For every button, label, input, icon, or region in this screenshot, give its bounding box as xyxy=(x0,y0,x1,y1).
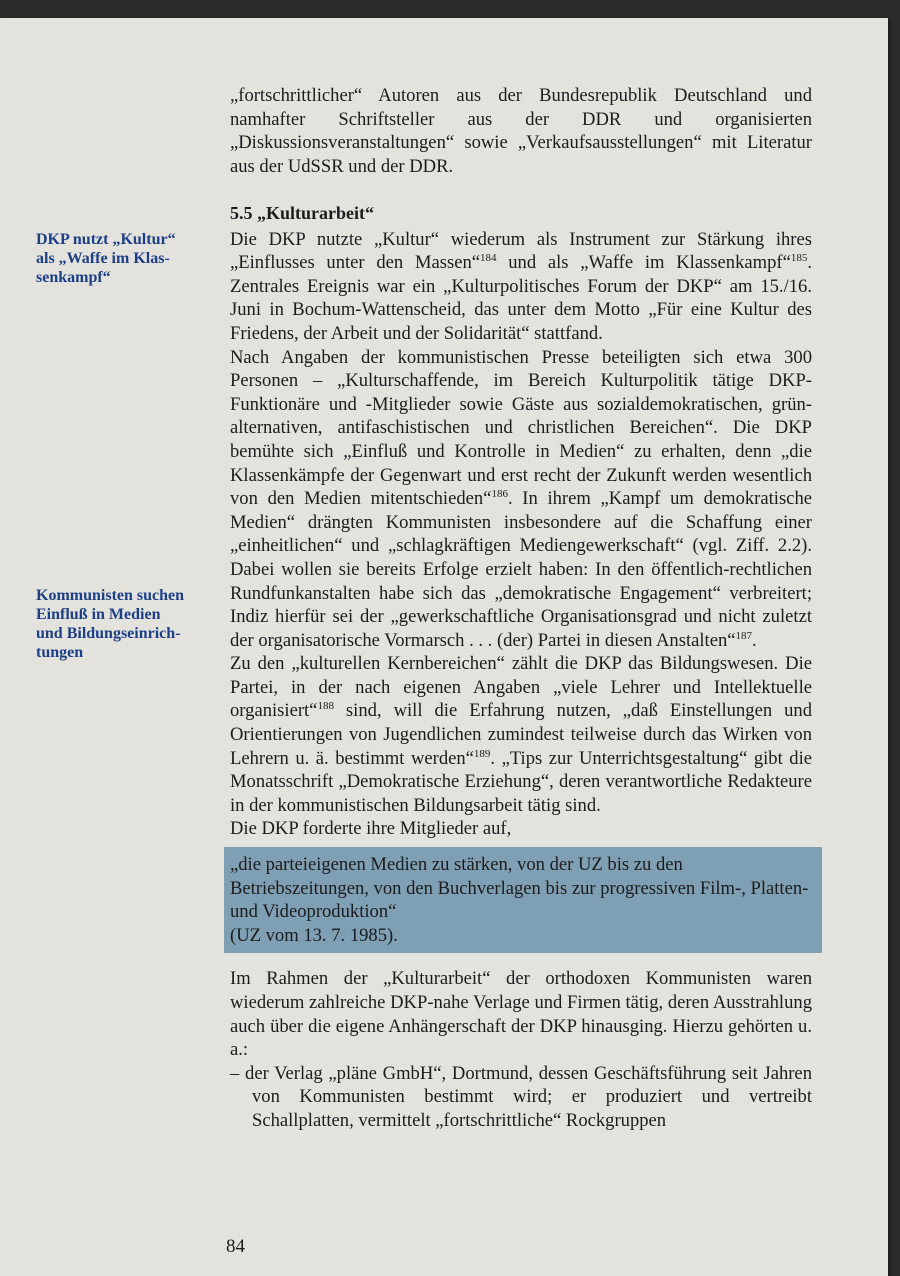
intro-paragraph: „fortschrittlicher“ Autoren aus der Bundesrepublik Deutschland und namhafter Schriftsteller aus der DDR und organisierten „Diskussionsveranstaltungen“ sowie „Verkaufsausstellungen“ mit Literatur aus der UdSSR und der DDR. xyxy=(230,85,812,177)
paragraph-1-text-c: . Zentrales Ereignis war ein „Kulturpolitisches Forum der DKP“ am 15./16. Juni in Bochum-Wattenscheid, das unter dem Motto „Für eine Kultur des Friedens, der Arbeit und der Solidarität“ stattfand. xyxy=(230,252,813,344)
paragraph-3-text-c: . „Tips zur Unterrichtsgestaltung“ gibt die Monatsschrift „Demokratische Erziehung“, deren verantwortliche Redakteure in der kommunistischen Bildungsarbeit tätig sind. xyxy=(230,747,812,816)
footnote-ref: 186 xyxy=(491,488,508,501)
paragraph-2-text-b: . In ihrem „Kampf um demokratische Medien“ drängten Kommunisten insbesondere auf die Schaffung einer „einheitlichen“ und „schlagkräftigen Mediengewerkschaft“ (vgl. Ziff. 2.2). Dabei wollen sie bereits Erfolge erzielt haben: In den öffentlich-rechtlichen Rundfunkanstalten habe sich das „demokratische Engagement“ verbreitert; Indiz hierfür sei der „gewerkschaftliche Organisationsgrad und nicht zuletzt der organisatorische Vormarsch . . . (der) Partei in diesen Anstalten“ xyxy=(230,488,812,651)
highlighted-quote xyxy=(224,847,822,953)
section-kulturarbeit xyxy=(230,202,812,1133)
paragraph-2 xyxy=(230,346,812,653)
paragraph-1 xyxy=(230,228,812,346)
quote-source: (UZ vom 13. 7. 1985). xyxy=(230,924,398,946)
list-item: – der Verlag „pläne GmbH“, Dortmund, dessen Geschäftsführung seit Jahren von Kommunisten bestimmt wird; er produziert und vertreibt Schallplatten, vermittelt „fortschrittliche“ Rockgruppen xyxy=(230,1062,812,1131)
paragraph-4: Die DKP forderte ihre Mitglieder auf, xyxy=(230,818,512,840)
publisher-list xyxy=(230,1062,812,1133)
quote-text: „die parteieigenen Medien zu stärken, von der UZ bis zu den Betriebszeitungen, von den Buchverlagen bis zur progressiven Film-, Platten- und Videoproduktion“ xyxy=(230,854,809,923)
paragraph-1-text-b: und als „Waffe im Klassenkampf“ xyxy=(496,252,791,274)
paragraph-3-text-a: Zu den „kulturellen Kernbereichen“ zählt die DKP das Bildungswesen. Die Partei, in der nach eigenen Angaben „viele Lehrer und Intellektuelle organisiert“ xyxy=(230,653,812,722)
footnote-ref: 189 xyxy=(473,747,491,760)
margin-note-medien: Kommunisten suchen Einfluß in Medien und Bildungseinrich- tungen xyxy=(36,587,185,661)
page-number: 84 xyxy=(226,1236,245,1257)
paragraph-3-text-b: sind, will die Erfahrung nutzen, „daß Einstellungen und Orientierungen von Jugendlichen zumindest teilweise durch das Wirken von Lehrern u. ä. bestimmt werden“ xyxy=(230,700,812,769)
document-page xyxy=(0,18,888,1276)
paragraph-2-text-c: . xyxy=(752,629,757,651)
footnote-ref: 187 xyxy=(735,629,753,642)
paragraph-1-text-a: Die DKP nutzte „Kultur“ wiederum als Instrument zur Stärkung ihres „Einflusses unter den Massen“ xyxy=(230,228,812,274)
section-heading: 5.5 „Kulturarbeit“ xyxy=(230,203,374,223)
footnote-ref: 185 xyxy=(790,252,808,265)
paragraph-2-text-a: Nach Angaben der kommunistischen Presse beteiligten sich etwa 300 Personen – „Kulturschaffende, im Bereich Kulturpolitik tätige DKP-Funktionäre und -Mitglieder sowie Gäste aus sozialdemokratischen, grün-alternativen, antifaschistischen und christlichen Bereichen“. Die DKP bemühte sich „Einfluß und Kontrolle in Medien“ zu erhalten, denn „die Klassenkämpfe der Gegenwart und erst recht der Zukunft werden wesentlich von den Medien mitentschieden“ xyxy=(230,346,812,510)
intro-block xyxy=(230,84,812,178)
footnote-ref: 184 xyxy=(480,252,497,265)
footnote-ref: 188 xyxy=(317,700,334,713)
paragraph-3 xyxy=(230,652,812,817)
paragraph-5: Im Rahmen der „Kulturarbeit“ der orthodoxen Kommunisten waren wiederum zahlreiche DKP-nahe Verlage und Firmen tätig, deren Ausstrahlung auch über die eigene Anhängerschaft der DKP hinausging. Hierzu gehörten u. a.: xyxy=(230,968,812,1061)
margin-note-kultur: DKP nutzt „Kultur“ als „Waffe im Klas- senkampf“ xyxy=(36,231,176,286)
